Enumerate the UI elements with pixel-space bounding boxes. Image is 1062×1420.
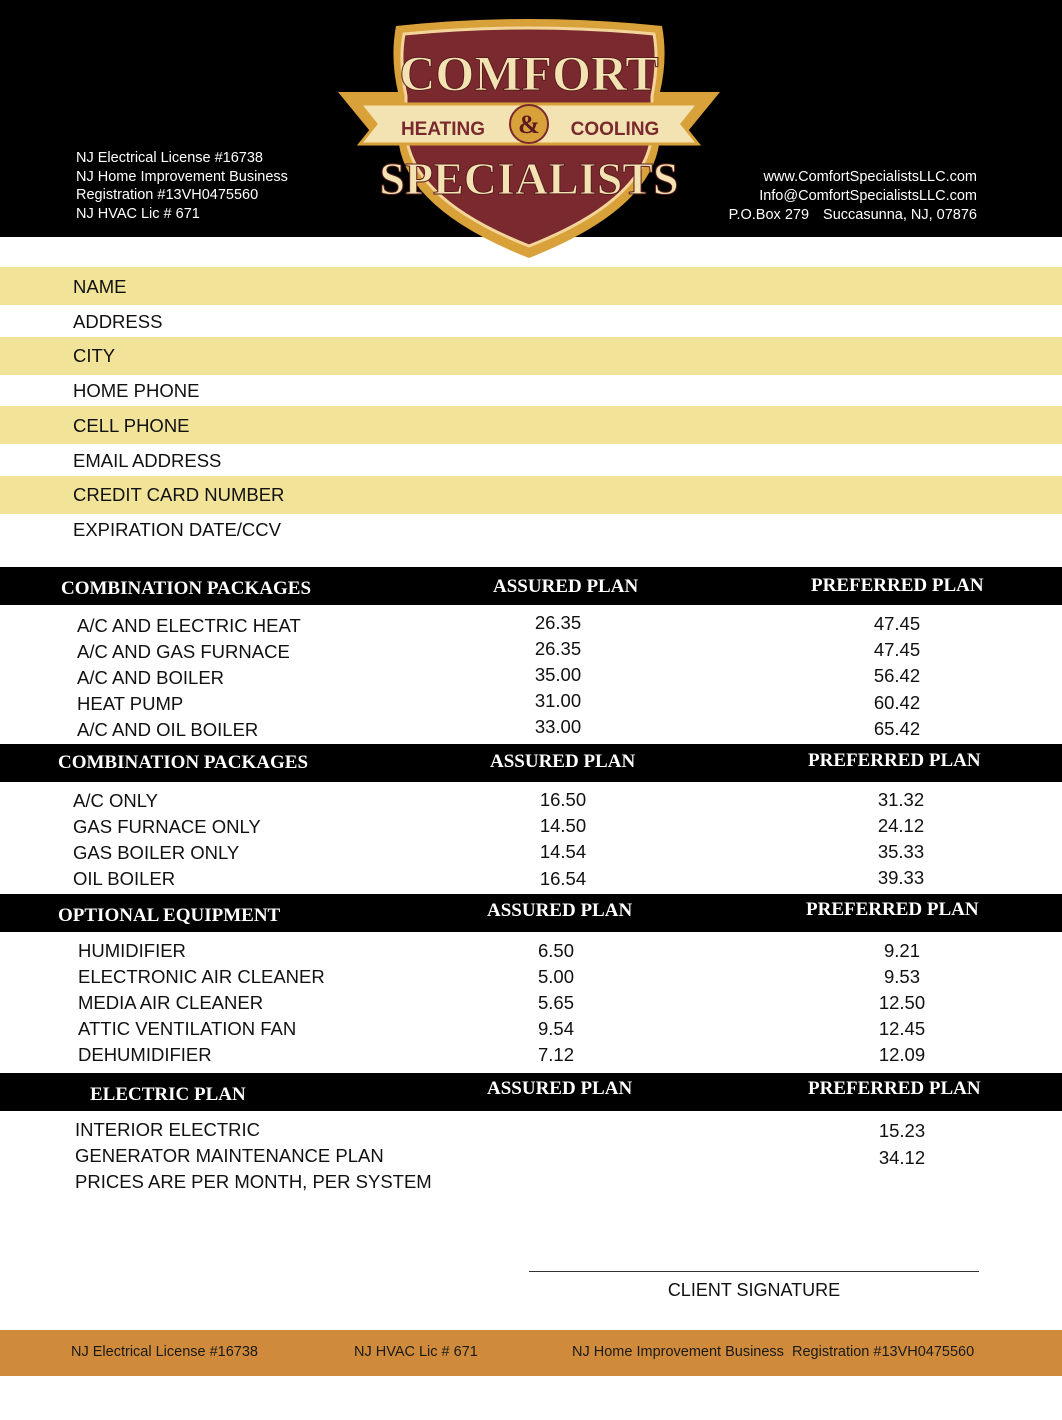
preferred-price: 47.45 bbox=[873, 639, 921, 660]
preferred-plan-heading: PREFERRED PLAN bbox=[808, 750, 981, 771]
assured-price: 33.00 bbox=[534, 716, 582, 737]
table-row-label: HUMIDIFIER bbox=[78, 940, 186, 961]
form-label-city: CITY bbox=[73, 345, 116, 366]
preferred-plan-heading: PREFERRED PLAN bbox=[811, 575, 984, 596]
assured-price: 7.12 bbox=[537, 1044, 574, 1065]
preferred-price: 9.21 bbox=[883, 940, 920, 961]
assured-price: 5.00 bbox=[537, 966, 574, 987]
website-link[interactable]: www.ComfortSpecialistsLLC.com bbox=[763, 169, 977, 185]
table-row-label: ELECTRONIC AIR CLEANER bbox=[78, 966, 325, 987]
assured-price: 14.54 bbox=[539, 841, 587, 862]
assured-price: 35.00 bbox=[534, 664, 582, 685]
logo-ampersand: & bbox=[518, 110, 540, 139]
logo-cooling: COOLING bbox=[570, 119, 660, 140]
preferred-price: 60.42 bbox=[873, 692, 921, 713]
assured-price: 9.54 bbox=[537, 1018, 574, 1039]
assured-price: 6.50 bbox=[537, 940, 574, 961]
preferred-price: 39.33 bbox=[877, 867, 925, 888]
assured-price: 26.35 bbox=[534, 638, 582, 659]
license-line: NJ HVAC Lic # 671 bbox=[76, 205, 200, 222]
license-line: Registration #13VH0475560 bbox=[76, 187, 259, 203]
form-label-cell-phone: CELL PHONE bbox=[73, 415, 190, 436]
table-row-label: DEHUMIDIFIER bbox=[78, 1044, 212, 1065]
preferred-price: 31.32 bbox=[877, 789, 925, 810]
table-row-label: ATTIC VENTILATION FAN bbox=[78, 1018, 297, 1039]
logo-title-top: COMFORT bbox=[399, 45, 659, 101]
logo-heating: HEATING bbox=[400, 119, 486, 140]
table-row-label: GAS BOILER ONLY bbox=[73, 842, 240, 863]
assured-price: 5.65 bbox=[537, 992, 574, 1013]
assured-plan-heading: ASSURED PLAN bbox=[487, 900, 633, 921]
table-row-label: A/C ONLY bbox=[73, 790, 158, 811]
header-license-block bbox=[76, 149, 288, 223]
footer-hvac-license: NJ HVAC Lic # 671 bbox=[354, 1344, 478, 1360]
preferred-price: 47.45 bbox=[873, 613, 921, 634]
table-row-label: OIL BOILER bbox=[73, 868, 176, 889]
table-row-label: A/C AND BOILER bbox=[77, 667, 225, 688]
preferred-price: 24.12 bbox=[877, 815, 925, 836]
email-link[interactable]: Info@ComfortSpecialistsLLC.com bbox=[759, 188, 977, 204]
section-title: OPTIONAL EQUIPMENT bbox=[58, 905, 281, 926]
address-line bbox=[729, 206, 977, 225]
assured-price: 16.50 bbox=[539, 789, 587, 810]
city-state-zip: Succasunna, NJ, 07876 bbox=[823, 207, 977, 223]
pricing-note: PRICES ARE PER MONTH, PER SYSTEM bbox=[75, 1171, 432, 1192]
license-line: NJ Electrical License #16738 bbox=[76, 150, 263, 166]
po-box: P.O.Box 279 bbox=[728, 207, 810, 223]
table-row-label: MEDIA AIR CLEANER bbox=[78, 992, 264, 1013]
assured-price: 26.35 bbox=[534, 612, 582, 633]
table-row-label: A/C AND OIL BOILER bbox=[77, 719, 259, 740]
assured-plan-heading: ASSURED PLAN bbox=[493, 576, 639, 597]
header-contact-block bbox=[729, 168, 977, 225]
license-line: NJ Home Improvement Business bbox=[76, 168, 288, 185]
preferred-plan-heading: PREFERRED PLAN bbox=[808, 1078, 981, 1099]
preferred-price: 12.45 bbox=[878, 1018, 926, 1039]
form-label-name: NAME bbox=[73, 276, 127, 297]
assured-plan-heading: ASSURED PLAN bbox=[490, 751, 636, 772]
section-title: COMBINATION PACKAGES bbox=[61, 578, 312, 599]
preferred-price: 12.09 bbox=[878, 1044, 926, 1065]
preferred-price: 65.42 bbox=[873, 718, 921, 739]
signature-line[interactable] bbox=[529, 1271, 979, 1272]
company-logo bbox=[338, 18, 720, 260]
form-label-email: EMAIL ADDRESS bbox=[73, 450, 222, 471]
table-row-label: GENERATOR MAINTENANCE PLAN bbox=[75, 1145, 384, 1166]
table-row-label: GAS FURNACE ONLY bbox=[73, 816, 261, 837]
form-label-home-phone: HOME PHONE bbox=[73, 380, 200, 401]
footer-home-improvement: NJ Home Improvement Business Registration #13VH0475560 bbox=[572, 1344, 975, 1360]
form-label-credit-card: CREDIT CARD NUMBER bbox=[73, 484, 285, 505]
form-row-city[interactable] bbox=[0, 337, 1062, 375]
footer-electrical-license: NJ Electrical License #16738 bbox=[71, 1344, 258, 1360]
table-row-label: INTERIOR ELECTRIC bbox=[75, 1119, 261, 1140]
form-label-expiration: EXPIRATION DATE/CCV bbox=[73, 519, 281, 540]
logo-title-bottom: SPECIALISTS bbox=[379, 153, 679, 204]
table-row-label: HEAT PUMP bbox=[77, 693, 184, 714]
assured-plan-heading: ASSURED PLAN bbox=[487, 1078, 633, 1099]
assured-price: 16.54 bbox=[539, 868, 587, 889]
preferred-price: 15.23 bbox=[878, 1120, 926, 1141]
signature-label: CLIENT SIGNATURE bbox=[667, 1280, 841, 1300]
table-row-label: A/C AND GAS FURNACE bbox=[77, 641, 290, 662]
preferred-price: 12.50 bbox=[878, 992, 926, 1013]
assured-price: 14.50 bbox=[539, 815, 587, 836]
form-label-address: ADDRESS bbox=[73, 311, 163, 332]
section-title: COMBINATION PACKAGES bbox=[58, 752, 309, 773]
preferred-price: 9.53 bbox=[883, 966, 920, 987]
form-row-name[interactable] bbox=[0, 267, 1062, 305]
section-title: ELECTRIC PLAN bbox=[90, 1084, 246, 1105]
preferred-price: 34.12 bbox=[878, 1147, 926, 1168]
preferred-plan-heading: PREFERRED PLAN bbox=[806, 899, 979, 920]
preferred-price: 56.42 bbox=[873, 665, 921, 686]
table-row-label: A/C AND ELECTRIC HEAT bbox=[77, 615, 301, 636]
preferred-price: 35.33 bbox=[877, 841, 925, 862]
assured-price: 31.00 bbox=[534, 690, 582, 711]
